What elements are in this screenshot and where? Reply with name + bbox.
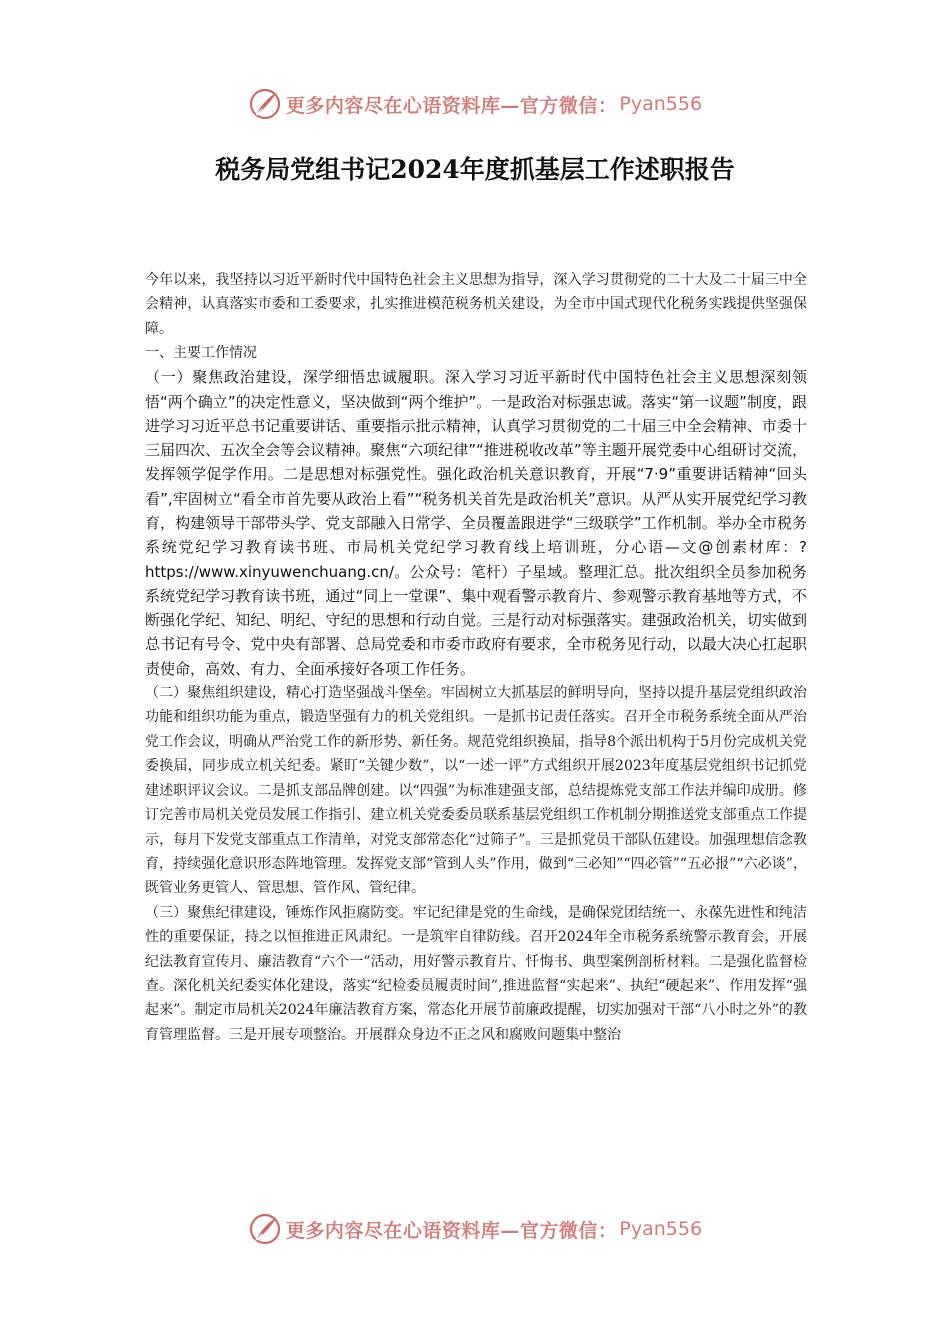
watermark-wechat-id: Pyan556 bbox=[619, 93, 703, 115]
document-title: 税务局党组书记2024年度抓基层工作述职报告 bbox=[215, 155, 735, 184]
document-body bbox=[145, 268, 807, 1047]
watermark-wechat-id: Pyan556 bbox=[619, 1218, 703, 1240]
quill-pen-icon bbox=[248, 1212, 282, 1246]
watermark-text: 更多内容尽在心语资料库—官方微信： bbox=[285, 1219, 618, 1242]
paragraph-organization-building: （二）聚焦组织建设，精心打造坚强战斗堡垒。牢固树立大抓基层的鲜明导向，坚持以提升基层党组织政治功能和组织功能为重点，锻造坚强有力的机关党组织。一是抓书记责任落实。召开全市税务系统全面从严治党工作会议，明确从严治党工作的新形势、新任务。规范党组织换届，指导8个派出机构于5月份完成机关党委换届，同步成立机关纪委。紧盯“关键少数”，以“一述一评”方式组织开展2023年度基层党组织书记抓党建述职评议会议。二是抓支部品牌创建。以“四强”为标准建强支部，总结提炼党支部工作法并编印成册。修订完善市局机关党员发展工作指引、建立机关党委委员联系基层党组织工作机制分期推送党支部重点工作提示，每月下发党支部重点工作清单，对党支部常态化“过筛子”。三是抓党员干部队伍建设。加强理想信念教育，持续强化意识形态阵地管理。发挥党支部“管到人头”作用，做到“三必知”“四必管”“五必报”“六必谈”，既管业务更管人、管思想、管作风、管纪律。 bbox=[145, 685, 807, 897]
paragraph-discipline-building: （三）聚焦纪律建设，锤炼作风拒腐防变。牢记纪律是党的生命线，是确保党团结统一、永葆先进性和纯洁性的重要保证，持之以恒推进正风肃纪。一是筑牢自律防线。召开2024年全市税务系统警示教育会，开展纪法教育宣传月、廉洁教育“六个一”活动，用好警示教育片、忏悔书、典型案例剖析材料。二是强化监督检查。深化机关纪委实体化建设，落实“纪检委员履责时间”,推进监督“实起来”、执纪“硬起来”、作用发挥“强起来”。制定市局机关2024年廉洁教育方案，常态化开展节前廉政提醒，切实加强对干部“八小时之外”的教育管理监督。三是开展专项整治。开展群众身边不正之风和腐败问题集中整治 bbox=[145, 904, 807, 1043]
watermark-text: 更多内容尽在心语资料库—官方微信： bbox=[285, 94, 618, 117]
intro-paragraph: 今年以来，我坚持以习近平新时代中国特色社会主义思想为指导，深入学习贯彻党的二十大及二十届三中全会精神，认真落实市委和工委要求，扎实推进模范税务机关建设，为全市中国式现代化税务实践提供坚强保障。 bbox=[145, 272, 807, 337]
quill-pen-icon bbox=[248, 87, 282, 121]
watermark-footer bbox=[0, 1209, 950, 1249]
section-heading: 一、主要工作情况 bbox=[145, 345, 257, 362]
paragraph-political-building: （一）聚焦政治建设，深学细悟忠诚履职。深入学习习近平新时代中国特色社会主义思想深刻领悟“两个确立”的决定性意义，坚决做到“两个维护”。一是政治对标强忠诚。落实“第一议题”制度，跟进学习习近平总书记重要讲话、重要指示批示精神，认真学习贯彻党的二十届三中全会精神、市委十三届四次、五次全会等会议精神。聚焦“六项纪律”“推进税收改革”等主题开展党委中心组研讨交流，发挥领学促学作用。二是思想对标强党性。强化政治机关意识教育，开展“7·9”重要讲话精神“回头看”,牢固树立“看全市首先要从政治上看”“税务机关首先是政治机关”意识。从严从实开展党纪学习教育，构建领导干部带头学、党支部融入日常学、全员覆盖跟进学“三级联学”工作机制。举办全市税务系统党纪学习教育读书班、市局机关党纪学习教育线上培训班，分心语—文@创素材库：?https://www.xinyuwenchuang.cn/。公众号：笔杆）子星域。整理汇总。批次组织全员参加税务系统党纪学习教育读书班，通过“同上一堂课”、集中观看警示教育片、参观警示教育基地等方式，不断强化学纪、知纪、明纪、守纪的思想和行动自觉。三是行动对标强落实。建强政治机关，切实做到总书记有号令、党中央有部署、总局党委和市委市政府有要求，全市税务见行动，以最大决心扛起职责使命，高效、有力、全面承接好各项工作任务。 bbox=[145, 368, 807, 678]
watermark-header bbox=[0, 84, 950, 124]
